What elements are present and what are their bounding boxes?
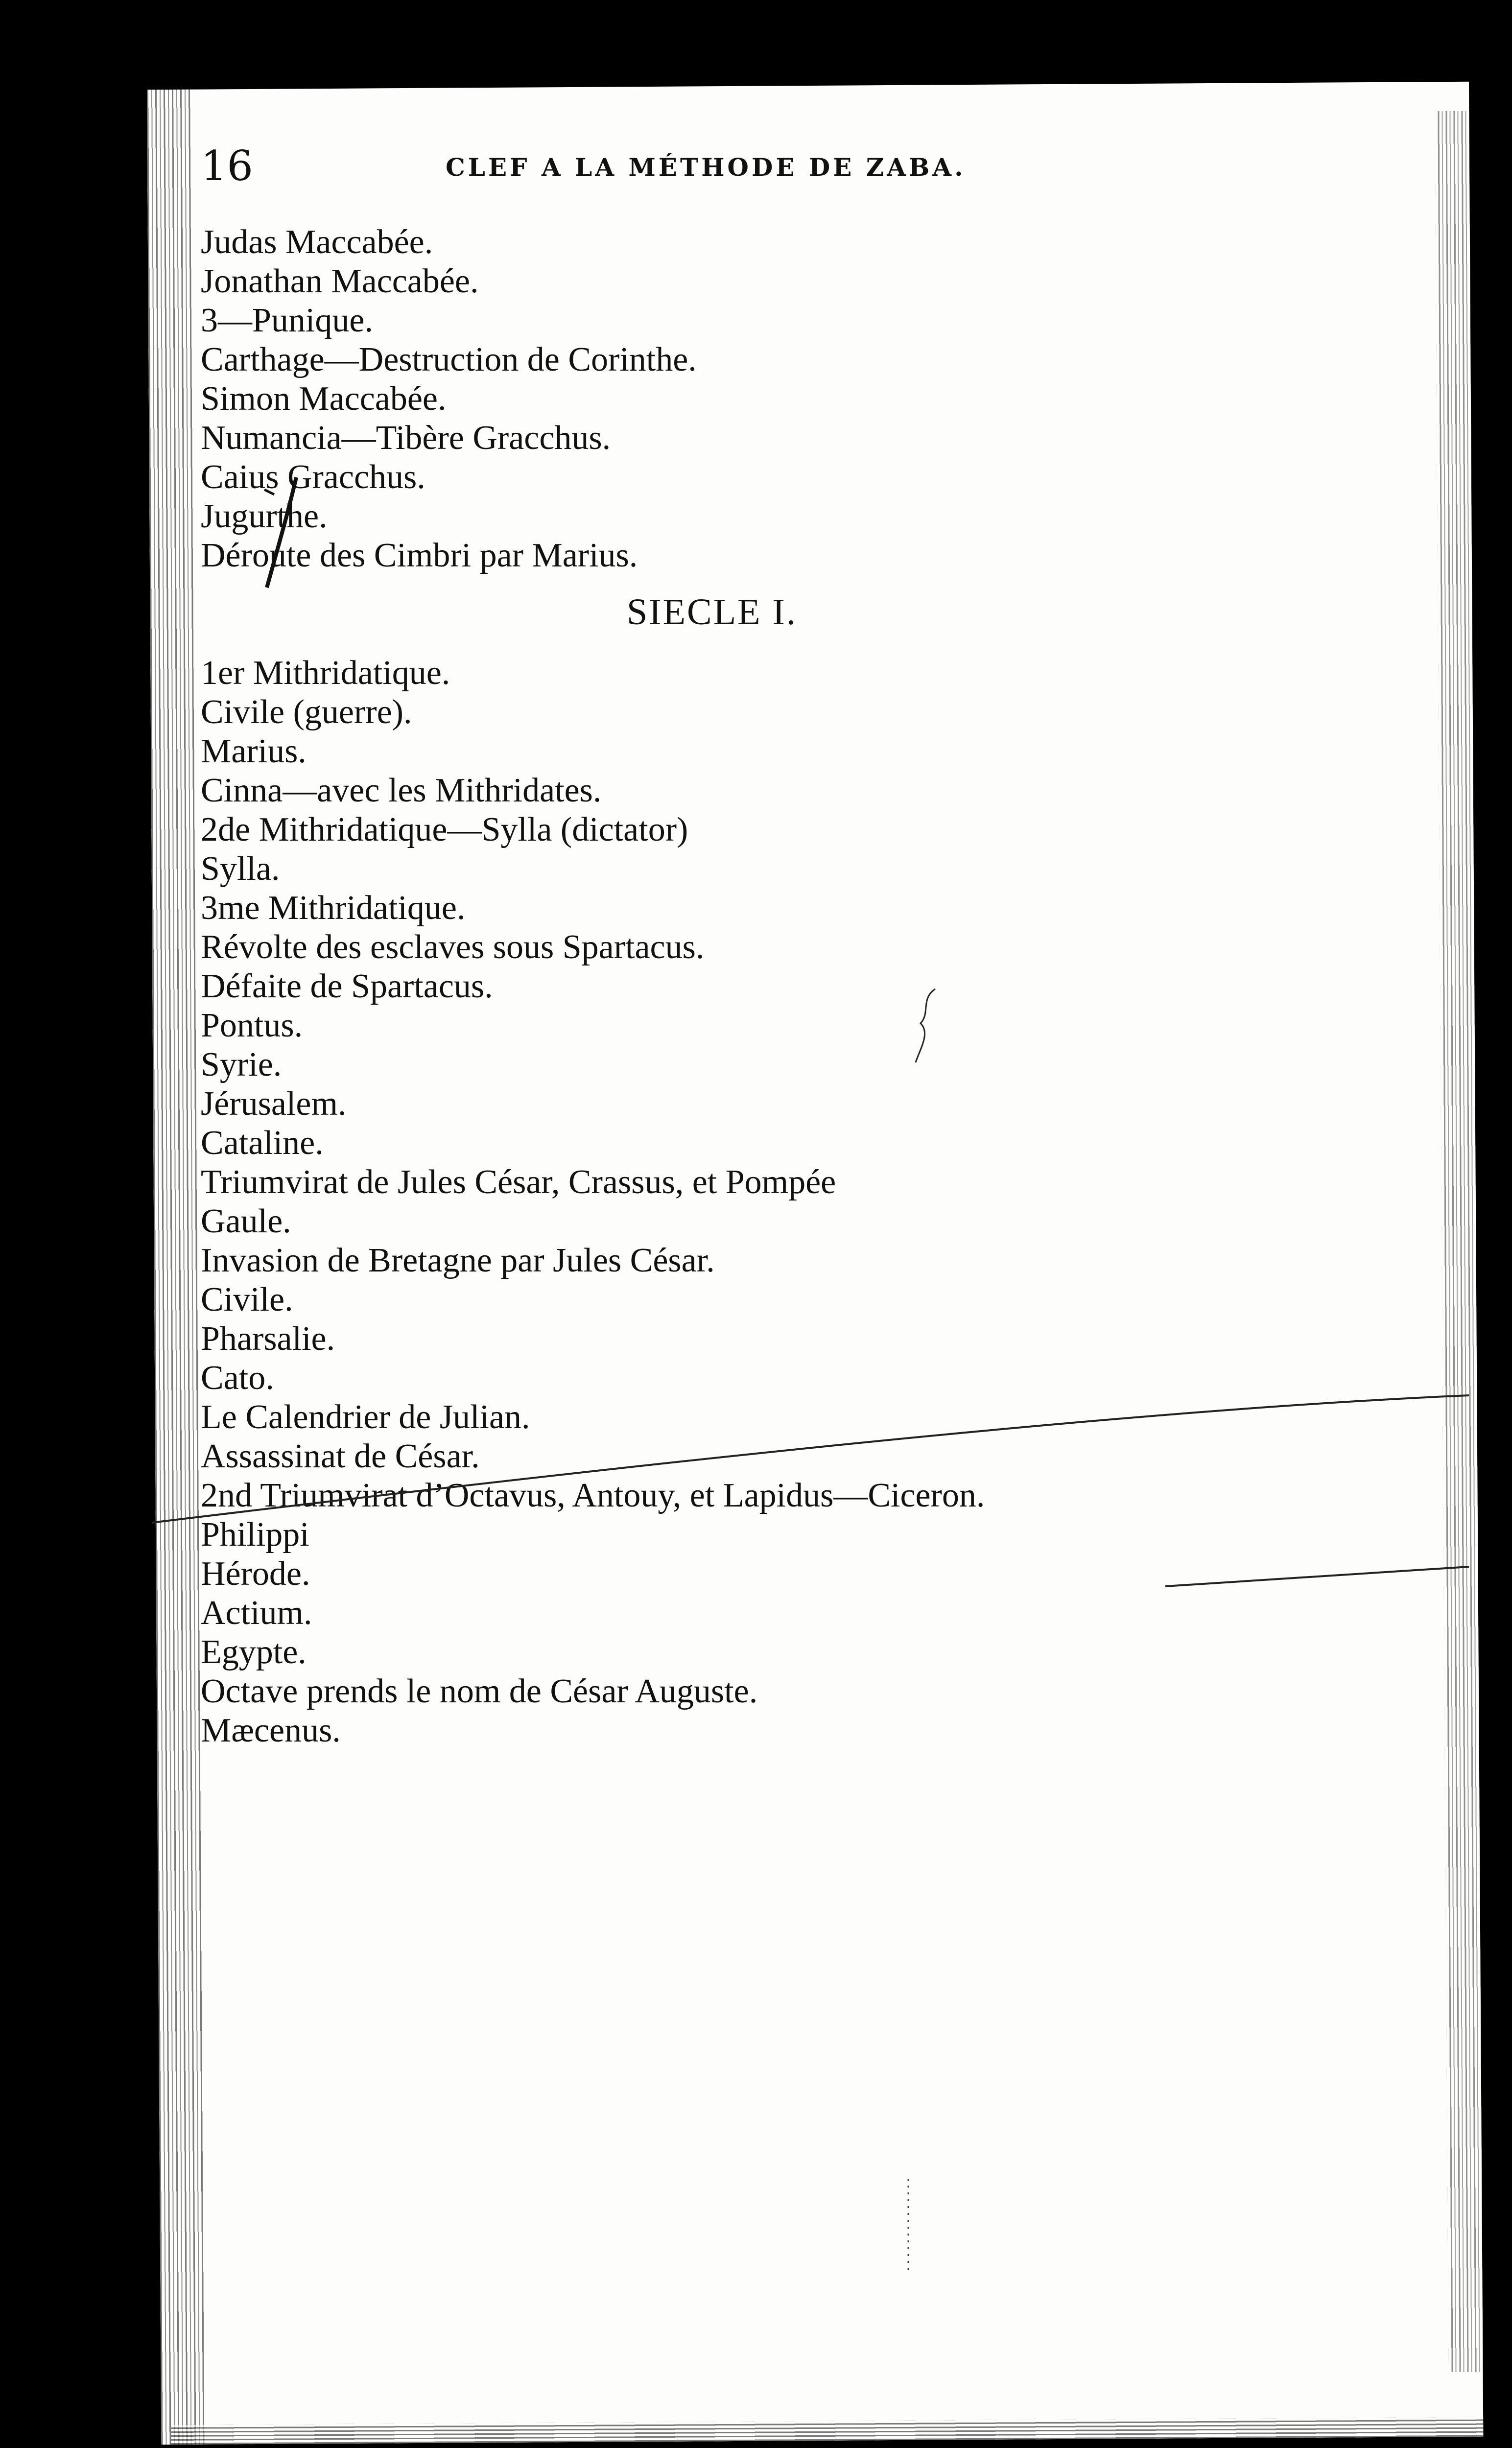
list-item: Simon Maccabée.: [201, 380, 447, 418]
list-item: Actium.: [201, 1594, 312, 1632]
list-item: Mæcenus.: [201, 1712, 341, 1749]
list-item: Jonathan Maccabée.: [201, 262, 479, 300]
list-item: 2de Mithridatique—Sylla (dictator): [201, 811, 688, 848]
list-item: Révolte des esclaves sous Spartacus.: [201, 928, 705, 966]
page-edge-right: [1435, 111, 1483, 2372]
running-head: CLEF A LA MÉTHODE DE ZABA.: [446, 153, 966, 182]
list-item: Cato.: [201, 1359, 274, 1397]
list-item: 3me Mithridatique.: [201, 889, 466, 927]
entry-list: [201, 223, 1307, 1750]
list-item: Jérusalem.: [201, 1085, 347, 1123]
list-item: Carthage—Destruction de Corinthe.: [201, 341, 697, 378]
list-item: Triumvirat de Jules César, Crassus, et Pompée: [201, 1163, 836, 1201]
list-item: Pharsalie.: [201, 1320, 335, 1358]
list-item: Invasion de Bretagne par Jules César.: [201, 1242, 715, 1279]
list-item: Défaite de Spartacus.: [201, 967, 493, 1005]
page-header: [201, 142, 1170, 201]
list-item: Numancia—Tibère Gracchus.: [201, 419, 611, 457]
list-item: 1er Mithridatique.: [201, 654, 450, 692]
list-item: Octave prends le nom de César Auguste.: [201, 1672, 758, 1710]
list-item: Le Calendrier de Julian.: [201, 1398, 530, 1436]
page-number: 16: [201, 142, 253, 190]
list-item: Syrie.: [201, 1046, 282, 1083]
list-item: Jugurthe.: [201, 497, 328, 535]
list-item: Marius.: [201, 732, 307, 770]
list-item: Sylla.: [201, 850, 280, 888]
list-item: Judas Maccabée.: [201, 223, 433, 261]
list-item: Gaule.: [201, 1202, 291, 1240]
list-item: Civile (guerre).: [201, 693, 412, 731]
section-heading: SIECLE I.: [627, 591, 797, 633]
list-item: Cataline.: [201, 1124, 324, 1162]
list-item: Assassinat de César.: [201, 1437, 480, 1475]
list-item: Caius Gracchus.: [201, 458, 425, 496]
list-item: Pontus.: [201, 1007, 303, 1044]
list-item: Hérode.: [201, 1555, 310, 1593]
list-item: 2nd Triumvirat d’Octavus, Antouy, et Lapidus—Ciceron.: [201, 1477, 985, 1514]
list-item: Civile.: [201, 1281, 293, 1318]
page-edge-left: [147, 90, 205, 2445]
list-item: Cinna—avec les Mithridates.: [201, 772, 602, 809]
list-item: Déroute des Cimbri par Marius.: [201, 537, 638, 574]
page-edge-bottom: [171, 2417, 1483, 2445]
list-item: 3—Punique.: [201, 302, 373, 339]
list-item: Egypte.: [201, 1633, 307, 1671]
list-item: Philippi: [201, 1516, 309, 1554]
